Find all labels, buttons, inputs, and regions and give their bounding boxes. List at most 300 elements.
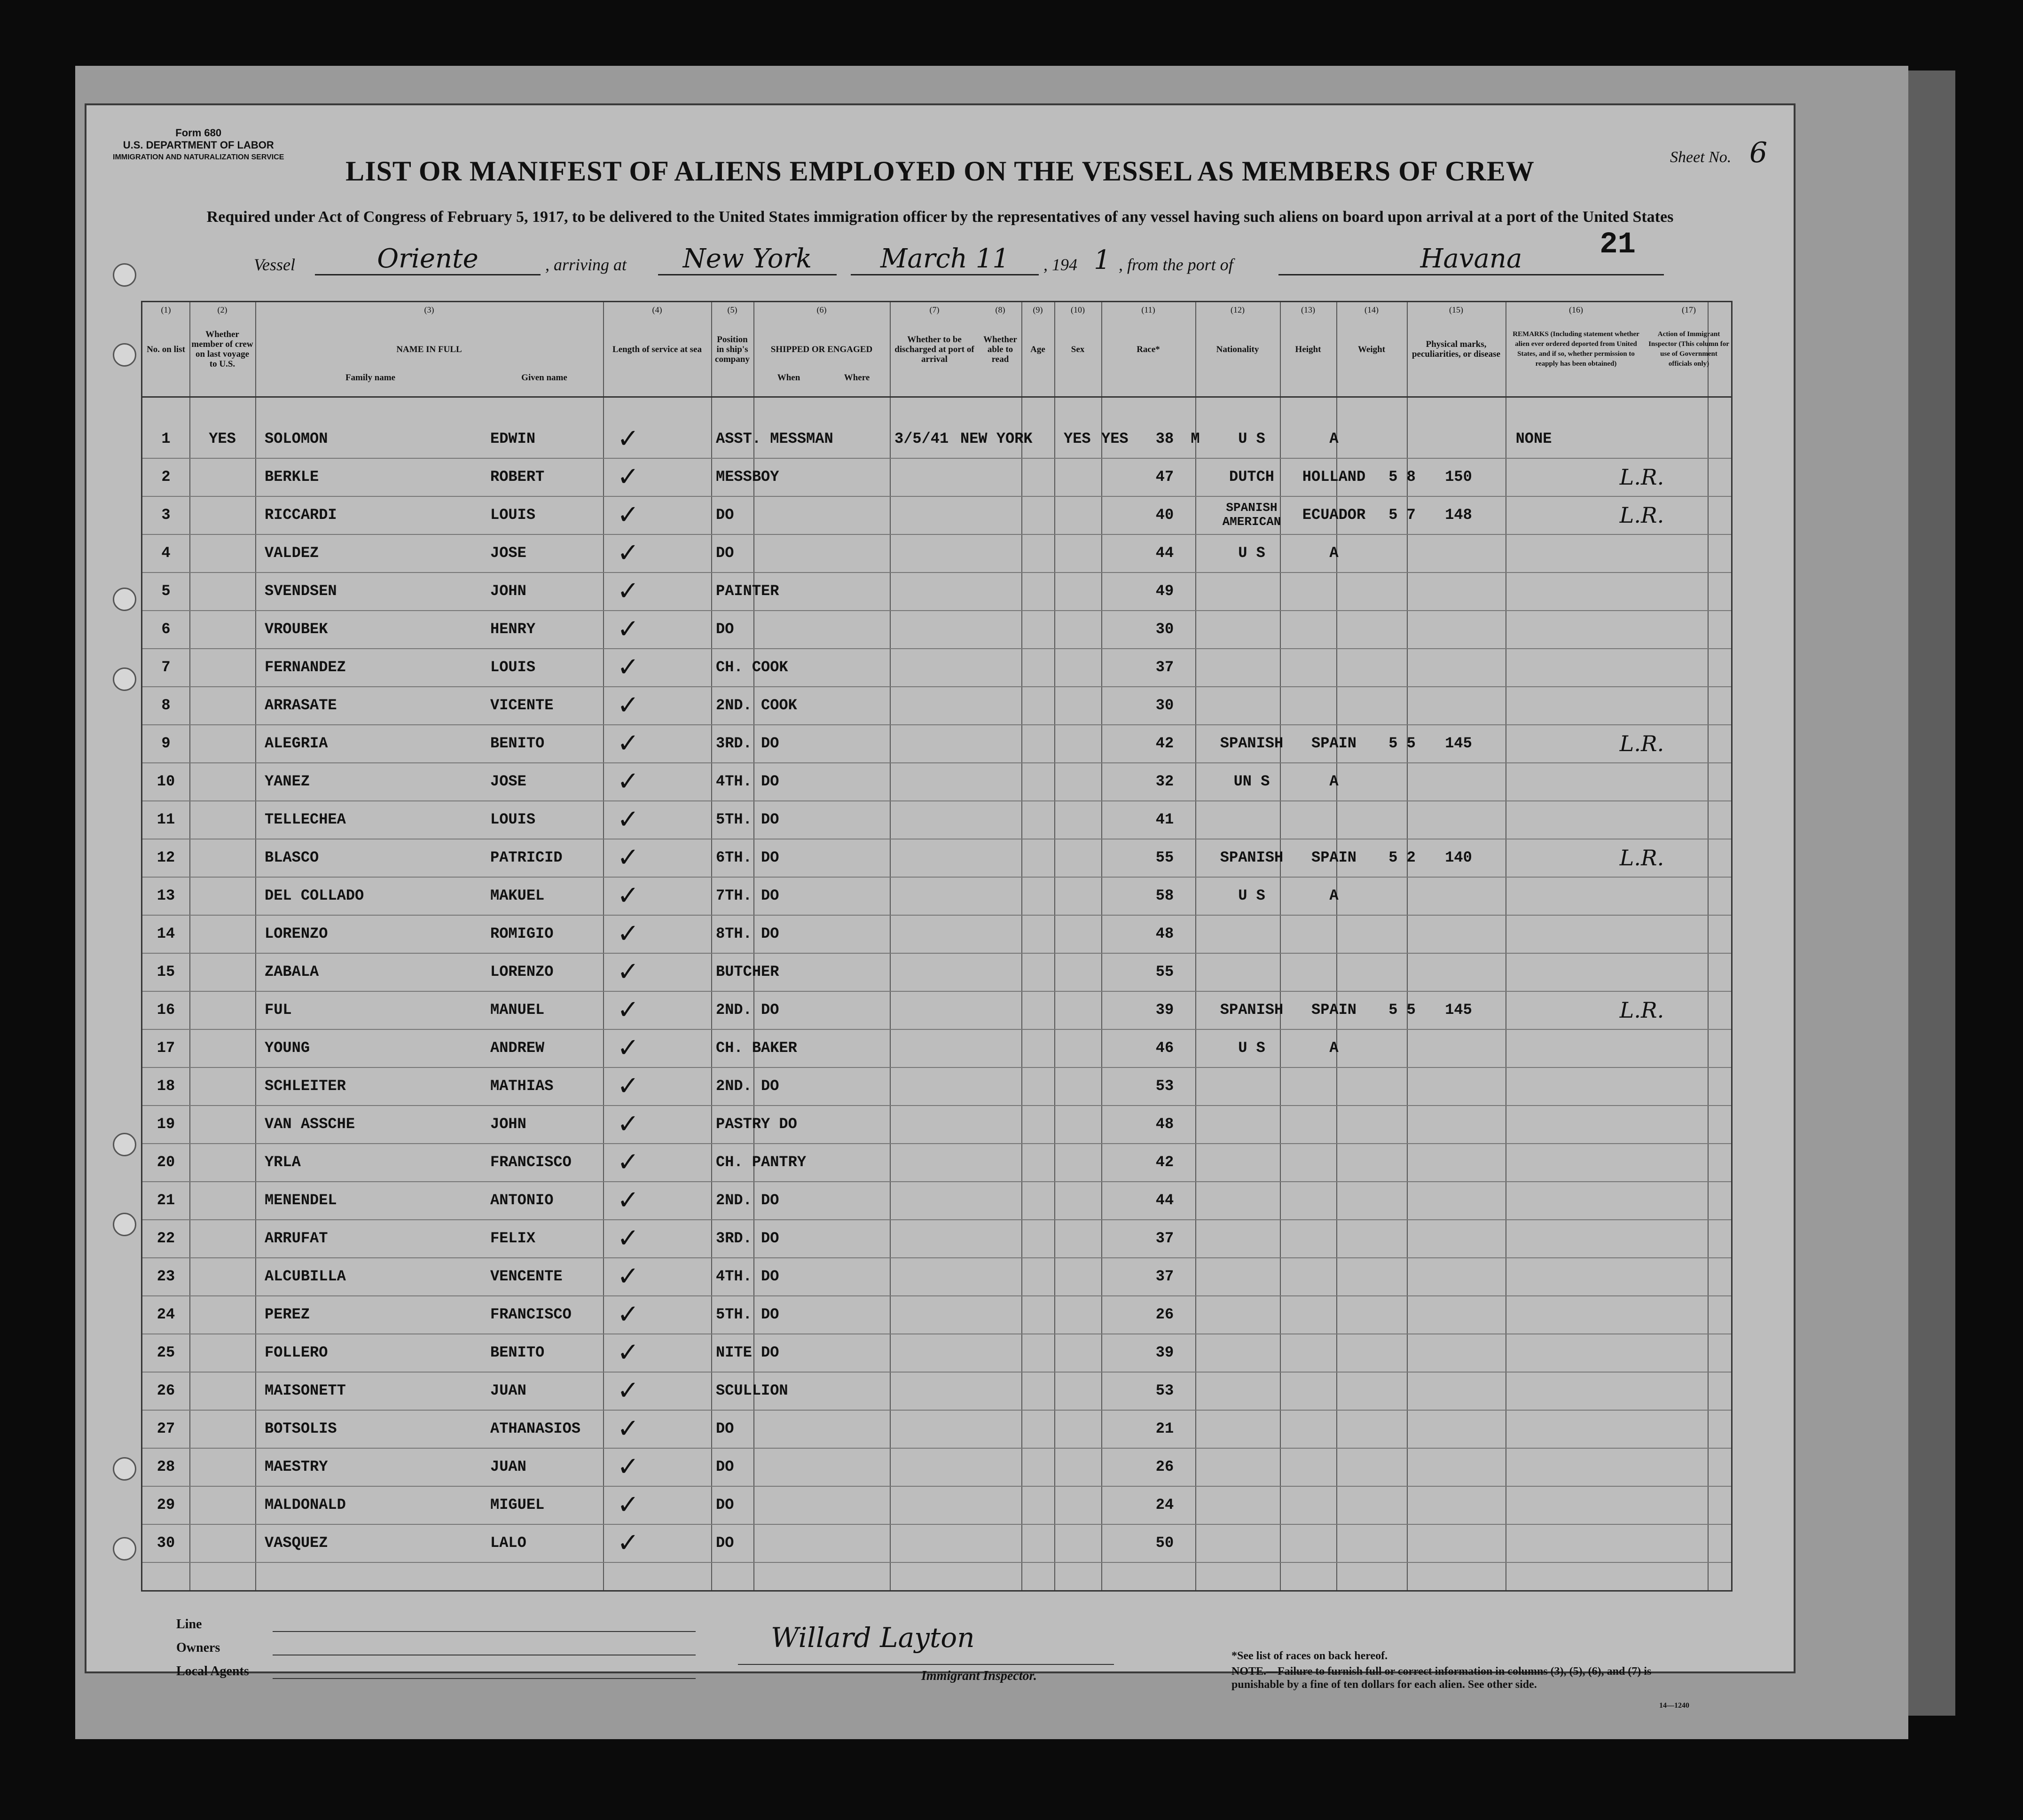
cell-prev bbox=[189, 1067, 255, 1106]
cell-no: 3 bbox=[161, 506, 171, 524]
cell-weight bbox=[1430, 800, 1487, 839]
cell-no: 16 bbox=[157, 1001, 175, 1019]
cell-position: 6TH. DO bbox=[716, 849, 779, 866]
cell-weight: 145 bbox=[1445, 735, 1472, 752]
cell-position: PASTRY DO bbox=[716, 1115, 797, 1133]
punch-hole bbox=[113, 1537, 136, 1561]
cell-read bbox=[1101, 1410, 1139, 1448]
cell-when bbox=[894, 1257, 960, 1296]
cell-position: ASST. MESSMAN bbox=[716, 430, 833, 447]
table-row bbox=[142, 1295, 1731, 1334]
vessel-line bbox=[254, 244, 1664, 277]
cell-service: ✓ bbox=[617, 690, 639, 721]
cell-when bbox=[894, 572, 960, 611]
cell-marks bbox=[1487, 1257, 1581, 1296]
cell-age: 26 bbox=[1155, 1306, 1174, 1323]
cell-race bbox=[1214, 1410, 1289, 1448]
cell-remarks bbox=[1590, 1219, 1694, 1258]
column-subheader: When bbox=[777, 372, 800, 383]
cell-where bbox=[960, 1524, 1064, 1562]
cell-marks bbox=[1487, 762, 1581, 801]
cell-position: 5TH. DO bbox=[716, 1306, 779, 1323]
cell-race: U S bbox=[1238, 544, 1265, 562]
cell-weight bbox=[1430, 877, 1487, 915]
cell-age: 37 bbox=[1155, 659, 1174, 676]
cell-given: JUAN bbox=[490, 1458, 526, 1475]
cell-remarks bbox=[1590, 1257, 1694, 1296]
cell-given: MAKUEL bbox=[490, 887, 545, 904]
cell-given: JOHN bbox=[490, 582, 526, 600]
cell-marks bbox=[1487, 877, 1581, 915]
cell-sex bbox=[1181, 1143, 1209, 1182]
cell-family: ARRUFAT bbox=[265, 1230, 328, 1247]
cell-nationality bbox=[1294, 1143, 1374, 1182]
cell-weight: 148 bbox=[1445, 506, 1472, 524]
cell-nationality: A bbox=[1329, 887, 1339, 904]
cell-nationality bbox=[1294, 1410, 1374, 1448]
cell-age: 32 bbox=[1155, 773, 1174, 790]
cell-service: ✓ bbox=[617, 500, 639, 530]
cell-read bbox=[1101, 1524, 1139, 1562]
cell-sex bbox=[1181, 1105, 1209, 1144]
cell-where bbox=[960, 1181, 1064, 1220]
cell-given: JOHN bbox=[490, 1115, 526, 1133]
cell-no: 6 bbox=[161, 620, 171, 638]
cell-prev bbox=[189, 610, 255, 649]
cell-nationality bbox=[1294, 1219, 1374, 1258]
cell-read bbox=[1101, 1143, 1139, 1182]
cell-family: ALCUBILLA bbox=[265, 1268, 346, 1285]
cell-remarks bbox=[1590, 877, 1694, 915]
cell-where bbox=[960, 1143, 1064, 1182]
cell-age: 48 bbox=[1155, 1115, 1174, 1133]
cell-remarks bbox=[1590, 420, 1694, 458]
cell-where bbox=[960, 648, 1064, 687]
cell-sex bbox=[1181, 762, 1209, 801]
column-number: (6) bbox=[816, 305, 827, 314]
cell-given: EDWIN bbox=[490, 430, 536, 447]
cell-discharged bbox=[1064, 572, 1101, 611]
from-port-label: , from the port of bbox=[1119, 255, 1233, 274]
cell-height bbox=[1374, 610, 1430, 649]
cell-race bbox=[1214, 1105, 1289, 1144]
cell-discharged bbox=[1064, 1448, 1101, 1486]
cell-marks bbox=[1487, 839, 1581, 877]
cell-weight bbox=[1430, 1372, 1487, 1410]
column-number: (9) bbox=[1033, 305, 1043, 314]
cell-when bbox=[894, 534, 960, 573]
cell-sex bbox=[1181, 1524, 1209, 1562]
cell-where bbox=[960, 1219, 1064, 1258]
cell-weight bbox=[1430, 1524, 1487, 1562]
table-row bbox=[142, 1067, 1731, 1106]
cell-given: BENITO bbox=[490, 735, 545, 752]
page-subtitle: Required under Act of Congress of February 5, 1917, to be delivered to the United States immigration officer by the representatives of any vessel having such aliens on board upon arrival at a port of the United States bbox=[206, 208, 1674, 226]
column-header: REMARKS (Including statement whether alien ever ordered deported from United States, and if so, whether permission to reapply has been obtained) bbox=[1513, 330, 1639, 368]
cell-remarks bbox=[1590, 534, 1694, 573]
cell-sex bbox=[1181, 1334, 1209, 1372]
cell-when bbox=[894, 762, 960, 801]
cell-given: ROBERT bbox=[490, 468, 545, 486]
cell-read bbox=[1101, 572, 1139, 611]
cell-discharged bbox=[1064, 1486, 1101, 1524]
cell-family: BOTSOLIS bbox=[265, 1420, 337, 1437]
agents-underline bbox=[273, 1678, 696, 1679]
cell-marks bbox=[1487, 1410, 1581, 1448]
table-row bbox=[142, 1486, 1731, 1524]
cell-remarks bbox=[1590, 572, 1694, 611]
cell-sex bbox=[1181, 991, 1209, 1029]
cell-position: 7TH. DO bbox=[716, 887, 779, 904]
cell-read bbox=[1101, 1295, 1139, 1334]
column-header: SHIPPED OR ENGAGED bbox=[770, 344, 873, 354]
cell-sex bbox=[1181, 724, 1209, 763]
cell-weight bbox=[1430, 1410, 1487, 1448]
cell-age: 30 bbox=[1155, 697, 1174, 714]
cell-remarks bbox=[1590, 610, 1694, 649]
cell-sex bbox=[1181, 877, 1209, 915]
cell-read bbox=[1101, 686, 1139, 725]
cell-prev bbox=[189, 686, 255, 725]
cell-family: LORENZO bbox=[265, 925, 328, 942]
cell-nationality bbox=[1294, 800, 1374, 839]
cell-nationality bbox=[1294, 1524, 1374, 1562]
column-number: (12) bbox=[1231, 305, 1245, 314]
sheet-number-label: Sheet No. bbox=[1670, 149, 1732, 166]
cell-when bbox=[894, 458, 960, 496]
cell-remarks bbox=[1590, 1334, 1694, 1372]
cell-race bbox=[1214, 1067, 1289, 1106]
cell-where bbox=[960, 762, 1064, 801]
service-name: IMMIGRATION AND NATURALIZATION SERVICE bbox=[113, 153, 284, 161]
cell-discharged bbox=[1064, 534, 1101, 573]
cell-discharged bbox=[1064, 1295, 1101, 1334]
cell-given: ANTONIO bbox=[490, 1192, 554, 1209]
cell-weight bbox=[1430, 953, 1487, 991]
cell-where bbox=[960, 686, 1064, 725]
cell-given: LOUIS bbox=[490, 811, 536, 828]
cell-read bbox=[1101, 458, 1139, 496]
cell-height bbox=[1374, 1334, 1430, 1372]
column-number: (17) bbox=[1682, 305, 1696, 314]
cell-sex bbox=[1181, 1181, 1209, 1220]
cell-marks bbox=[1487, 800, 1581, 839]
cell-marks bbox=[1487, 1448, 1581, 1486]
cell-family: SVENDSEN bbox=[265, 582, 337, 600]
table-row bbox=[142, 458, 1731, 496]
cell-nationality: HOLLAND bbox=[1302, 468, 1366, 486]
cell-position: CH. BAKER bbox=[716, 1039, 797, 1057]
column-subheader: Where bbox=[844, 372, 870, 383]
table-row bbox=[142, 877, 1731, 915]
cell-read bbox=[1101, 496, 1139, 534]
cell-service: ✓ bbox=[617, 652, 639, 682]
cell-nationality bbox=[1294, 610, 1374, 649]
cell-nationality bbox=[1294, 1067, 1374, 1106]
cell-weight bbox=[1430, 762, 1487, 801]
cell-no: 20 bbox=[157, 1153, 175, 1171]
cell-family: MALDONALD bbox=[265, 1496, 346, 1514]
cell-prev bbox=[189, 1143, 255, 1182]
cell-weight bbox=[1430, 1448, 1487, 1486]
sheet-number-value: 6 bbox=[1749, 136, 1767, 169]
cell-where bbox=[960, 1410, 1064, 1448]
owners-label: Owners bbox=[176, 1640, 220, 1655]
cell-age: 39 bbox=[1155, 1344, 1174, 1361]
cell-remarks bbox=[1590, 1143, 1694, 1182]
column-number: (7) bbox=[929, 305, 940, 314]
cell-marks bbox=[1487, 1067, 1581, 1106]
column-header: Physical marks, peculiarities, or disease bbox=[1411, 339, 1501, 359]
cell-given: ANDREW bbox=[490, 1039, 545, 1057]
cell-age: 44 bbox=[1155, 1192, 1174, 1209]
cell-race bbox=[1214, 1257, 1289, 1296]
cell-where bbox=[960, 1372, 1064, 1410]
line-underline bbox=[273, 1631, 696, 1632]
cell-prev bbox=[189, 1257, 255, 1296]
cell-family: BERKLE bbox=[265, 468, 319, 486]
cell-position: 2ND. COOK bbox=[716, 697, 797, 714]
cell-no: 22 bbox=[157, 1230, 175, 1247]
cell-family: YRLA bbox=[265, 1153, 301, 1171]
cell-position: 5TH. DO bbox=[716, 811, 779, 828]
punch-hole bbox=[113, 588, 136, 611]
cell-remarks bbox=[1590, 953, 1694, 991]
cell-no: 30 bbox=[157, 1534, 175, 1552]
cell-when bbox=[894, 800, 960, 839]
cell-read bbox=[1101, 762, 1139, 801]
cell-sex bbox=[1181, 1295, 1209, 1334]
cell-where bbox=[960, 953, 1064, 991]
cell-where bbox=[960, 1448, 1064, 1486]
cell-when bbox=[894, 1372, 960, 1410]
cell-position: 3RD. DO bbox=[716, 1230, 779, 1247]
cell-height bbox=[1374, 953, 1430, 991]
table-row bbox=[142, 534, 1731, 573]
cell-given: MIGUEL bbox=[490, 1496, 545, 1514]
penalty-note: NOTE.—Failure to furnish full or correct information in columns (3), (5), (6), and (7) is punishable by a fine of ten dollars for each alien. See other side. bbox=[1231, 1665, 1652, 1691]
cell-remarks: L.R. bbox=[1619, 502, 1664, 528]
cell-service: ✓ bbox=[617, 1147, 639, 1177]
cell-nationality bbox=[1294, 1181, 1374, 1220]
cell-position: DO bbox=[716, 1534, 734, 1552]
table-row bbox=[142, 1029, 1731, 1067]
cell-race: SPANISH bbox=[1220, 735, 1284, 752]
vessel-name: Oriente bbox=[315, 243, 541, 275]
cell-nationality: A bbox=[1329, 773, 1339, 790]
cell-where bbox=[960, 991, 1064, 1029]
cell-sex bbox=[1181, 610, 1209, 649]
cell-no: 8 bbox=[161, 697, 171, 714]
cell-read bbox=[1101, 610, 1139, 649]
cell-sex bbox=[1181, 1219, 1209, 1258]
cell-sex bbox=[1181, 1067, 1209, 1106]
cell-given: HENRY bbox=[490, 620, 536, 638]
cell-marks bbox=[1487, 458, 1581, 496]
column-number: (3) bbox=[424, 305, 434, 314]
column-header: Nationality bbox=[1216, 344, 1259, 354]
cell-no: 24 bbox=[157, 1306, 175, 1323]
cell-discharged bbox=[1064, 839, 1101, 877]
cell-given: FRANCISCO bbox=[490, 1306, 572, 1323]
cell-service: ✓ bbox=[617, 804, 639, 835]
cell-nationality bbox=[1294, 1334, 1374, 1372]
cell-read bbox=[1101, 953, 1139, 991]
cell-discharged: YES bbox=[1064, 430, 1091, 447]
cell-when bbox=[894, 686, 960, 725]
cell-marks bbox=[1487, 1295, 1581, 1334]
cell-sex bbox=[1181, 534, 1209, 573]
cell-service: ✓ bbox=[617, 1071, 639, 1101]
cell-read bbox=[1101, 724, 1139, 763]
cell-marks bbox=[1487, 1143, 1581, 1182]
cell-family: ARRASATE bbox=[265, 697, 337, 714]
cell-remarks bbox=[1590, 800, 1694, 839]
cell-where bbox=[960, 572, 1064, 611]
cell-position: CH. PANTRY bbox=[716, 1153, 807, 1171]
cell-service: ✓ bbox=[617, 995, 639, 1025]
cell-service: ✓ bbox=[617, 538, 639, 568]
cell-discharged bbox=[1064, 458, 1101, 496]
cell-marks bbox=[1487, 572, 1581, 611]
cell-read bbox=[1101, 1372, 1139, 1410]
cell-nationality: A bbox=[1329, 430, 1339, 447]
cell-where bbox=[960, 1334, 1064, 1372]
cell-marks bbox=[1487, 686, 1581, 725]
cell-family: SOLOMON bbox=[265, 430, 328, 447]
cell-nationality bbox=[1294, 953, 1374, 991]
cell-where bbox=[960, 800, 1064, 839]
cell-service: ✓ bbox=[617, 766, 639, 797]
table-row bbox=[142, 1334, 1731, 1372]
cell-remarks: L.R. bbox=[1619, 997, 1664, 1023]
cell-read bbox=[1101, 877, 1139, 915]
cell-family: VROUBEK bbox=[265, 620, 328, 638]
cell-no: 9 bbox=[161, 735, 171, 752]
table-row bbox=[142, 686, 1731, 725]
cell-read bbox=[1101, 1029, 1139, 1067]
cell-family: SCHLEITER bbox=[265, 1077, 346, 1095]
column-header: Position in ship's company bbox=[715, 334, 750, 364]
cell-position: MESSBOY bbox=[716, 468, 779, 486]
cell-service: ✓ bbox=[617, 1337, 639, 1368]
column-header: Whether able to read bbox=[983, 334, 1017, 364]
cell-when bbox=[894, 1524, 960, 1562]
cell-age: 46 bbox=[1155, 1039, 1174, 1057]
cell-age: 38 bbox=[1155, 430, 1174, 447]
cell-sex bbox=[1181, 1410, 1209, 1448]
cell-when bbox=[894, 1219, 960, 1258]
table-row bbox=[142, 648, 1731, 687]
cell-family: PEREZ bbox=[265, 1306, 310, 1323]
cell-height bbox=[1374, 800, 1430, 839]
cell-read bbox=[1101, 991, 1139, 1029]
cell-prev bbox=[189, 1486, 255, 1524]
cell-position: BUTCHER bbox=[716, 963, 779, 981]
cell-when bbox=[894, 877, 960, 915]
cell-race bbox=[1214, 610, 1289, 649]
cell-position: CH. COOK bbox=[716, 659, 788, 676]
cell-no: 4 bbox=[161, 544, 171, 562]
cell-position: 2ND. DO bbox=[716, 1077, 779, 1095]
cell-service: ✓ bbox=[617, 1375, 639, 1406]
cell-height bbox=[1374, 1295, 1430, 1334]
cell-sex bbox=[1181, 800, 1209, 839]
column-number: (1) bbox=[161, 305, 171, 314]
column-header: Whether member of crew on last voyage to U.S. bbox=[191, 329, 253, 369]
table-row bbox=[142, 1448, 1731, 1486]
cell-when bbox=[894, 610, 960, 649]
cell-weight: 150 bbox=[1445, 468, 1472, 486]
cell-prev bbox=[189, 1372, 255, 1410]
cell-weight bbox=[1430, 1067, 1487, 1106]
cell-discharged bbox=[1064, 1372, 1101, 1410]
cell-height: 5 5 bbox=[1388, 735, 1416, 752]
cell-weight: 145 bbox=[1445, 1001, 1472, 1019]
cell-height bbox=[1374, 1219, 1430, 1258]
table-row bbox=[142, 800, 1731, 839]
cell-marks bbox=[1487, 1334, 1581, 1372]
cell-given: JOSE bbox=[490, 773, 526, 790]
cell-race bbox=[1214, 648, 1289, 687]
cell-nationality: A bbox=[1329, 1039, 1339, 1057]
cell-position: DO bbox=[716, 620, 734, 638]
inspector-label: Immigrant Inspector. bbox=[921, 1669, 1037, 1683]
signature-underline bbox=[738, 1664, 1114, 1665]
cell-nationality bbox=[1294, 1105, 1374, 1144]
cell-where bbox=[960, 1486, 1064, 1524]
cell-sex bbox=[1181, 953, 1209, 991]
cell-height bbox=[1374, 1029, 1430, 1067]
punch-hole bbox=[113, 1133, 136, 1156]
cell-age: 53 bbox=[1155, 1382, 1174, 1399]
cell-height: 5 2 bbox=[1388, 849, 1416, 866]
cell-prev bbox=[189, 991, 255, 1029]
cell-height bbox=[1374, 1257, 1430, 1296]
cell-read bbox=[1101, 648, 1139, 687]
cell-height bbox=[1374, 686, 1430, 725]
cell-marks bbox=[1487, 991, 1581, 1029]
cell-race: SPANISH bbox=[1220, 1001, 1284, 1019]
cell-discharged bbox=[1064, 1105, 1101, 1144]
cell-family: DEL COLLADO bbox=[265, 887, 364, 904]
cell-given: LOUIS bbox=[490, 659, 536, 676]
cell-age: 53 bbox=[1155, 1077, 1174, 1095]
cell-remarks bbox=[1590, 1410, 1694, 1448]
cell-given: MANUEL bbox=[490, 1001, 545, 1019]
cell-race bbox=[1214, 1372, 1289, 1410]
cell-prev bbox=[189, 877, 255, 915]
column-number: (2) bbox=[217, 305, 227, 314]
column-header: No. on list bbox=[147, 344, 185, 354]
cell-service: ✓ bbox=[617, 1223, 639, 1254]
cell-nationality bbox=[1294, 1372, 1374, 1410]
cell-discharged bbox=[1064, 1219, 1101, 1258]
table-row bbox=[142, 839, 1731, 877]
cell-family: VALDEZ bbox=[265, 544, 319, 562]
cell-nationality bbox=[1294, 1448, 1374, 1486]
cell-read bbox=[1101, 800, 1139, 839]
cell-prev bbox=[189, 1105, 255, 1144]
cell-family: VAN ASSCHE bbox=[265, 1115, 355, 1133]
cell-nationality bbox=[1294, 686, 1374, 725]
cell-age: 44 bbox=[1155, 544, 1174, 562]
cell-race bbox=[1214, 1219, 1289, 1258]
cell-sex bbox=[1181, 1372, 1209, 1410]
cell-when bbox=[894, 1295, 960, 1334]
cell-given: JOSE bbox=[490, 544, 526, 562]
year-digit: 1 bbox=[1094, 245, 1111, 275]
